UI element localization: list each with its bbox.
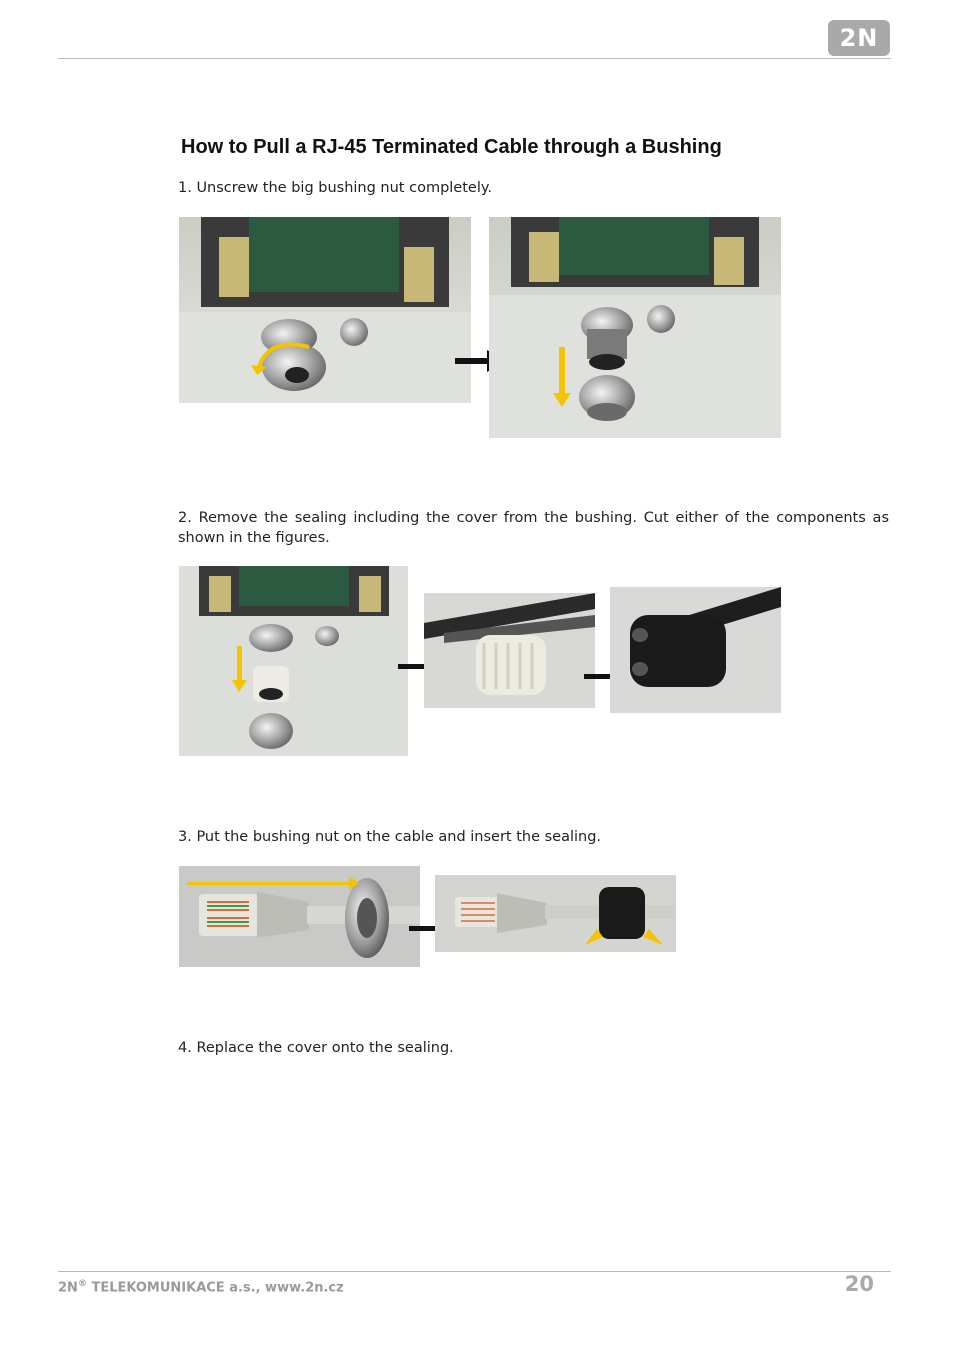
section-title: How to Pull a RJ-45 Terminated Cable through a Bushing	[181, 136, 722, 158]
step-4-text: 4. Replace the cover onto the sealing.	[178, 1040, 454, 1056]
footer-company-rest: TELEKOMUNIKACE a.s., www.2n.cz	[86, 1280, 344, 1296]
header-rule	[58, 58, 891, 59]
photo-bushing-unscrew	[179, 217, 471, 403]
photo-sealing-removed	[179, 566, 408, 756]
photo-cable-with-nut	[179, 866, 420, 967]
step-2-text: 2. Remove the sealing including the cover from the bushing. Cut either of the components as shown in the figures.	[178, 510, 889, 546]
photo-cover-cut	[424, 593, 595, 708]
photo-sealing-cut	[610, 587, 781, 713]
photo-sealing-on-cable	[435, 875, 676, 952]
step-3-text: 3. Put the bushing nut on the cable and insert the sealing.	[178, 829, 602, 845]
step-1-text: 1. Unscrew the big bushing nut completely.	[178, 180, 492, 196]
registered-mark: ®	[77, 1279, 87, 1289]
logo-text: 2N	[839, 24, 879, 52]
page-number: 20	[844, 1272, 874, 1296]
company-logo	[828, 20, 890, 56]
footer-company	[58, 1279, 344, 1295]
photo-bushing-nut-removed	[489, 217, 781, 438]
footer-company-prefix: 2N	[58, 1280, 78, 1296]
footer-rule	[58, 1271, 891, 1272]
